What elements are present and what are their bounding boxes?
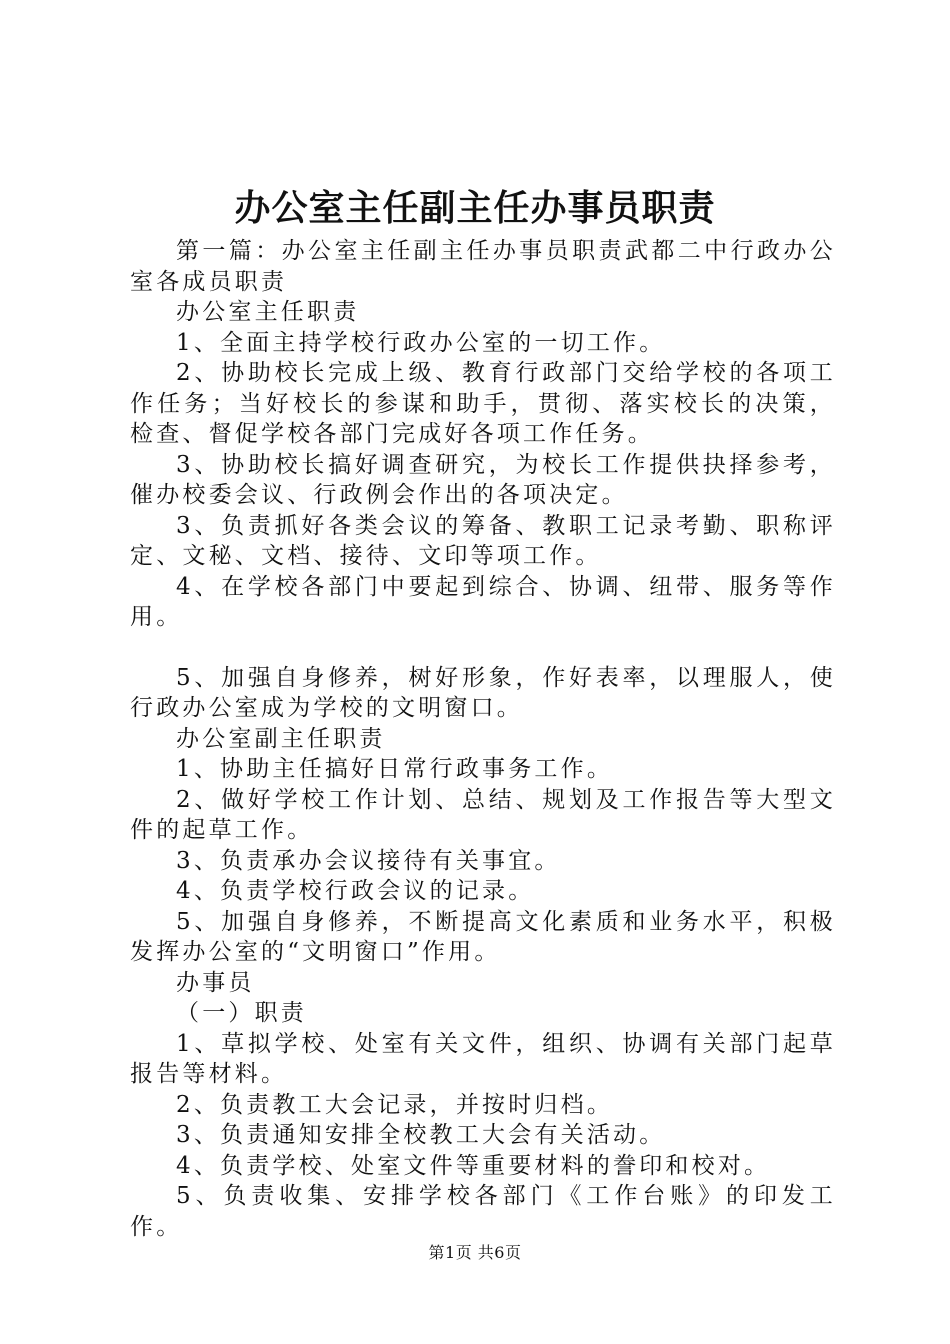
paragraph-item: 2、协助校长完成上级、教育行政部门交给学校的各项工作任务；当好校长的参谋和助手，贯彻、落实校长的决策，检查、督促学校各部门完成好各项工作任务。 <box>130 360 836 447</box>
paragraph-item: 1、草拟学校、处室有关文件，组织、协调有关部门起草报告等材料。 <box>130 1030 836 1087</box>
paragraph-item: 5、加强自身修养，不断提高文化素质和业务水平，积极发挥办公室的“文明窗口”作用。 <box>130 908 836 965</box>
section-heading-clerk: 办事员 <box>176 969 255 996</box>
paragraph-item: 1、协助主任搞好日常行政事务工作。 <box>176 756 614 782</box>
paragraph-intro: 第一篇：办公室主任副主任办事员职责武都二中行政办公室各成员职责 <box>130 238 836 295</box>
paragraph-item: 5、加强自身修养，树好形象，作好表率，以理服人，使行政办公室成为学校的文明窗口。 <box>130 664 836 721</box>
document-body <box>130 236 836 1242</box>
paragraph-item: 4、在学校各部门中要起到综合、协调、纽带、服务等作用。 <box>130 573 836 630</box>
paragraph-item: 3、协助校长搞好调查研究，为校长工作提供抉择参考，催办校委会议、行政例会作出的各项决定。 <box>130 451 836 508</box>
paragraph-item: 3、负责承办会议接待有关事宜。 <box>176 847 561 874</box>
subsection-heading-duties: （一）职责 <box>176 1000 307 1026</box>
paragraph-item: 2、负责教工大会记录，并按时归档。 <box>176 1091 614 1118</box>
paragraph-item: 4、负责学校行政会议的记录。 <box>176 878 535 904</box>
document-title: 办公室主任副主任办事员职责 <box>234 187 716 229</box>
paragraph-item: 5、负责收集、安排学校各部门《工作台账》的印发工作。 <box>130 1183 836 1240</box>
paragraph-item: 2、做好学校工作计划、总结、规划及工作报告等大型文件的起草工作。 <box>130 786 836 843</box>
paragraph-item: 1、全面主持学校行政办公室的一切工作。 <box>176 329 666 356</box>
section-heading-deputy-director: 办公室副主任职责 <box>176 725 386 752</box>
blank-line <box>130 633 836 663</box>
page-number-footer: 第1页 共6页 <box>428 1243 522 1262</box>
section-heading-director: 办公室主任职责 <box>176 299 360 325</box>
paragraph-item: 3、负责抓好各类会议的筹备、教职工记录考勤、职称评定、文秘、文档、接待、文印等项工作。 <box>130 512 836 569</box>
paragraph-item: 3、负责通知安排全校教工大会有关活动。 <box>176 1122 666 1148</box>
paragraph-item: 4、负责学校、处室文件等重要材料的誊印和校对。 <box>176 1152 771 1179</box>
